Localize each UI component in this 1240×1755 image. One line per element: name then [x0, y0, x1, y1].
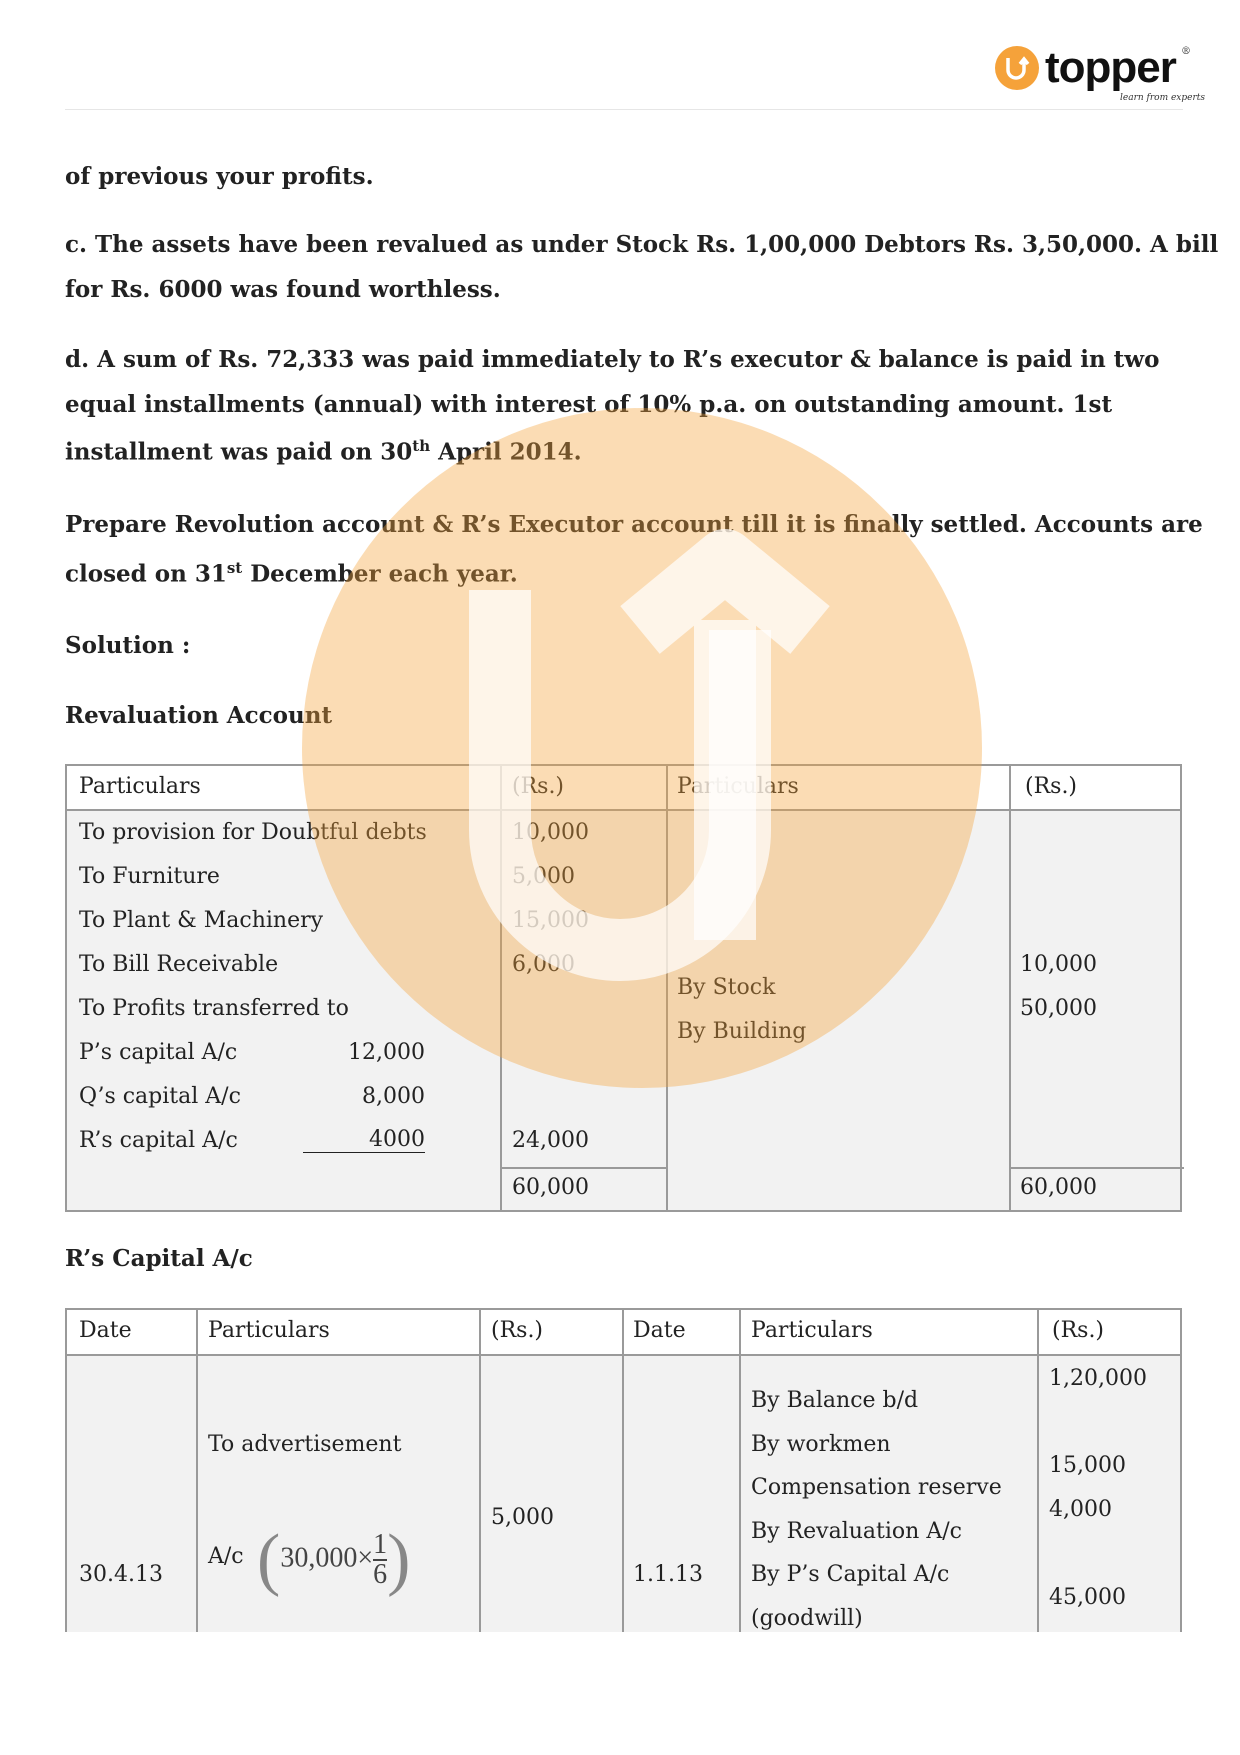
text: April 2014.: [430, 438, 582, 466]
revaluation-title: Revaluation Account: [65, 702, 333, 729]
text: closed on 31: [65, 560, 227, 588]
debit-amount: 6,000: [512, 952, 575, 977]
credit-item: (goodwill): [751, 1606, 863, 1631]
superscript: st: [226, 559, 243, 577]
svg-text:learn from experts: learn from experts: [1120, 93, 1206, 103]
r-capital-title: R’s Capital A/c: [65, 1245, 253, 1272]
header-cell: Particulars: [677, 774, 799, 799]
header-cell: Particulars: [751, 1318, 873, 1343]
header-cell: Particulars: [208, 1318, 330, 1343]
solution-heading: Solution :: [65, 632, 191, 659]
formula-denominator: 6: [373, 1559, 388, 1590]
formula-numerator: 1: [373, 1529, 388, 1560]
text-line: of previous your profits.: [65, 163, 374, 190]
topper-logo: [995, 43, 1206, 104]
text-line: d. A sum of Rs. 72,333 was paid immediately to R’s executor & balance is paid in two: [65, 346, 1160, 373]
debit-item: To Profits transferred to: [79, 996, 349, 1021]
svg-text:®: ®: [1181, 46, 1191, 57]
credit-amount: 45,000: [1049, 1585, 1126, 1610]
credit-item: By Building: [677, 1019, 807, 1044]
header-cell: Date: [633, 1318, 686, 1343]
credit-item: Compensation reserve: [751, 1475, 1002, 1500]
header-cell: (Rs.): [491, 1318, 544, 1343]
text: December each year.: [242, 560, 518, 588]
total-credit: 60,000: [1020, 1175, 1097, 1200]
credit-date: 1.1.13: [633, 1562, 703, 1587]
header-divider: [65, 109, 1183, 110]
header-cell: (Rs.): [1052, 1318, 1105, 1343]
formula-op: ×: [357, 1542, 374, 1574]
formula: (30,000× $\frac{1}{6}$ ): [257, 1521, 411, 1598]
text-line: equal installments (annual) with interest of 10% p.a. on outstanding amount. 1st: [65, 391, 1113, 418]
debit-particular: A/c: [208, 1544, 244, 1569]
debit-amount: 5,000: [512, 864, 575, 889]
text-line: [65, 559, 518, 588]
total-debit: 60,000: [512, 1175, 589, 1200]
debit-item: To Furniture: [79, 864, 220, 889]
header-cell: (Rs.): [512, 774, 565, 799]
debit-amount: 24,000: [512, 1128, 589, 1153]
debit-item: R’s capital A/c: [79, 1128, 238, 1153]
credit-amount: 4,000: [1049, 1497, 1112, 1522]
sub-amount: 12,000: [348, 1040, 425, 1065]
text-line: c. The assets have been revalued as under Stock Rs. 1,00,000 Debtors Rs. 3,50,000. A bill: [65, 231, 1219, 258]
debit-item: To Bill Receivable: [79, 952, 279, 977]
credit-item: By P’s Capital A/c: [751, 1562, 950, 1587]
header-cell: (Rs.): [1025, 774, 1078, 799]
sub-amount: 8,000: [362, 1084, 425, 1109]
formula-base: 30,000: [280, 1542, 358, 1574]
debit-amount: 5,000: [491, 1505, 554, 1530]
debit-item: To provision for Doubtful debts: [79, 820, 427, 845]
debit-item: To Plant & Machinery: [79, 908, 324, 933]
credit-amount: 15,000: [1049, 1453, 1126, 1478]
credit-item: By workmen: [751, 1432, 891, 1457]
text-line: Prepare Revolution account & R’s Executor account till it is finally settled. Accounts are: [65, 511, 1203, 538]
credit-amount: 1,20,000: [1049, 1366, 1147, 1391]
credit-item: By Stock: [677, 975, 776, 1000]
debit-item: P’s capital A/c: [79, 1040, 238, 1065]
sub-amount: 4000: [303, 1128, 425, 1153]
text-line: [65, 437, 582, 466]
credit-amount: 50,000: [1020, 996, 1097, 1021]
svg-text:topper: topper: [1045, 43, 1176, 92]
topper-logo-icon: [995, 43, 1206, 104]
revaluation-table: [65, 764, 1182, 1212]
debit-date: 30.4.13: [79, 1562, 163, 1587]
credit-amount: 10,000: [1020, 952, 1097, 977]
debit-amount: 10,000: [512, 820, 589, 845]
r-capital-table: [65, 1308, 1182, 1632]
credit-item: By Revaluation A/c: [751, 1519, 962, 1544]
debit-particular: To advertisement: [208, 1432, 402, 1457]
debit-amount: 15,000: [512, 908, 589, 933]
text: installment was paid on 30: [65, 438, 413, 466]
credit-item: By Balance b/d: [751, 1388, 919, 1413]
table-header: [67, 766, 1180, 811]
header-cell: Particulars: [79, 774, 201, 799]
text-line: for Rs. 6000 was found worthless.: [65, 276, 501, 303]
debit-item: Q’s capital A/c: [79, 1084, 241, 1109]
superscript: th: [412, 437, 431, 455]
header-cell: Date: [79, 1318, 132, 1343]
